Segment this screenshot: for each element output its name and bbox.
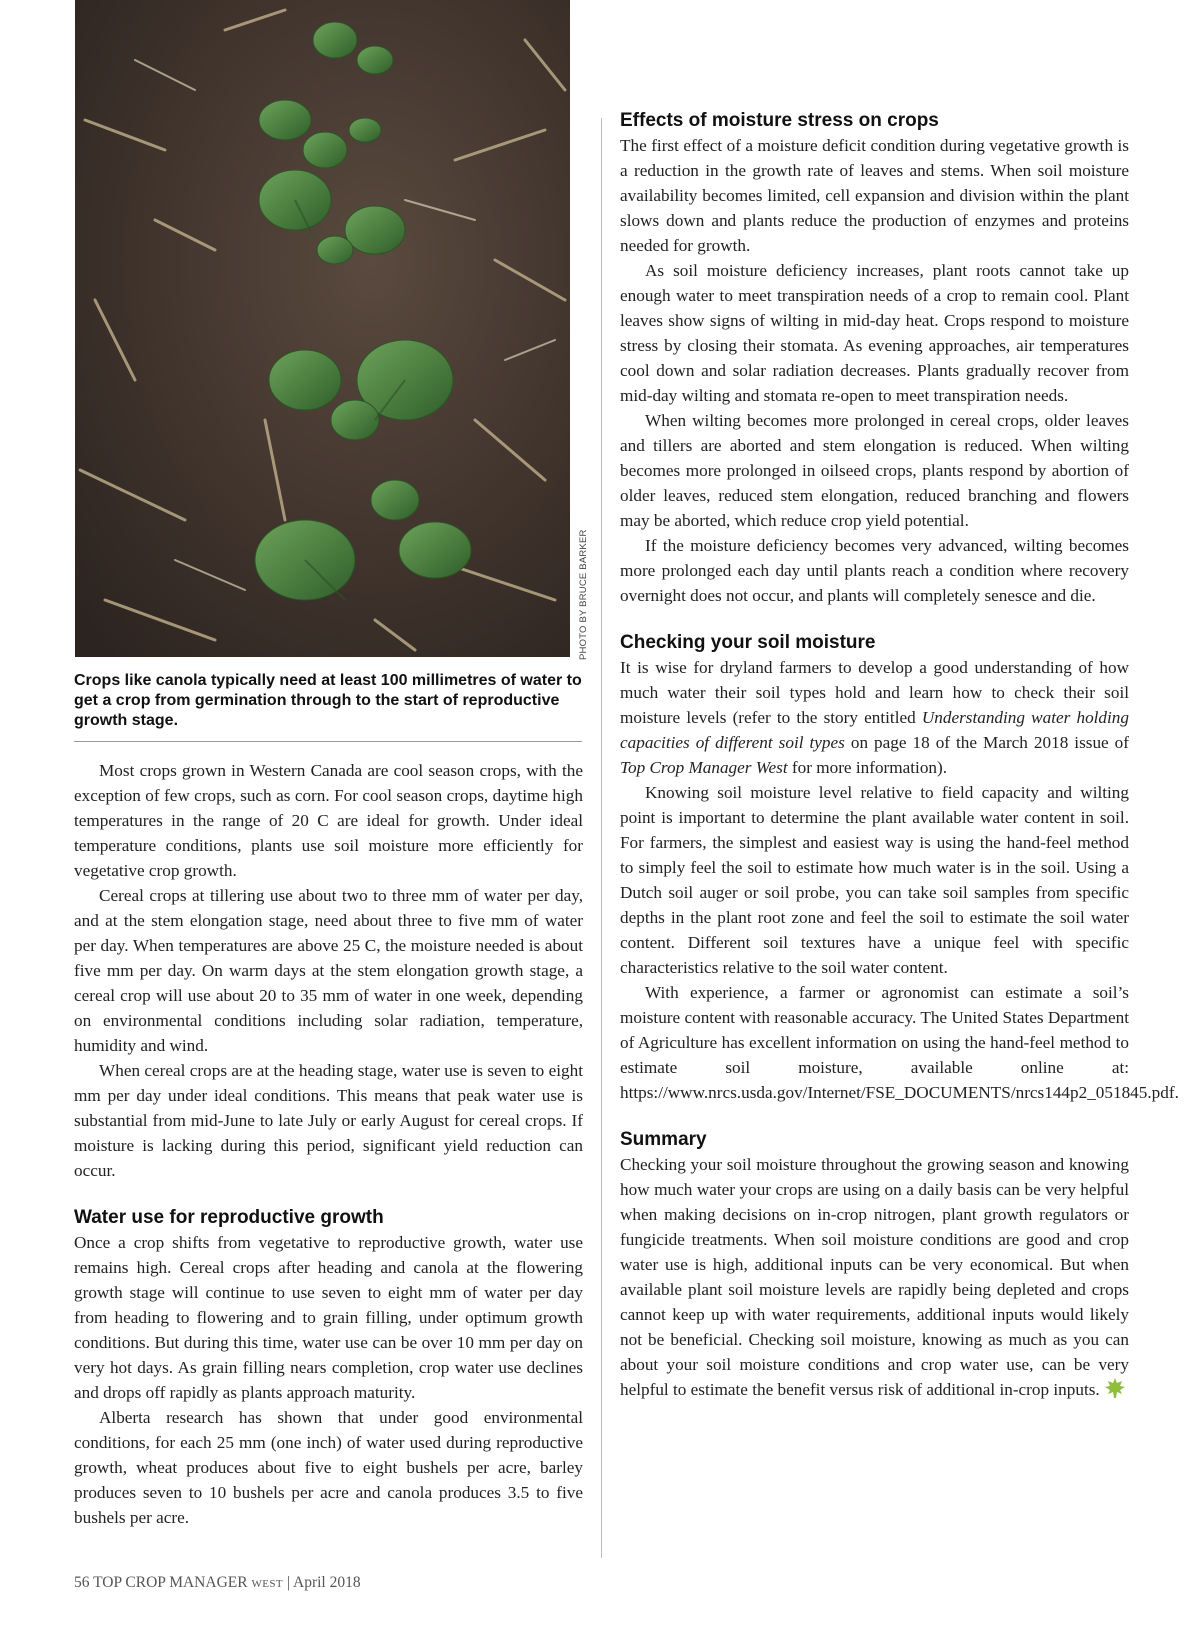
page-footer: [74, 1574, 361, 1592]
page-number: 56: [74, 1574, 90, 1591]
left-column: [74, 758, 583, 1530]
section-heading: Summary: [620, 1129, 707, 1150]
photo-credit: PHOTO BY BRUCE BARKER: [578, 529, 589, 660]
body-paragraph: Most crops grown in Western Canada are cool season crops, with the exception of few crops, such as corn. For cool season crops, daytime high temperatures in the range of 20 C are ideal for growth. Under ideal temperature conditions, plants use soil moisture more efficiently for vegetative crop growth.: [74, 761, 583, 880]
magazine-edition: WEST: [251, 1578, 283, 1590]
body-paragraph: When wilting becomes more prolonged in cereal crops, older leaves and tillers are aborted and stem elongation is reduced. When wilting becomes more prolonged in oilseed crops, plants respond by abortion of older leaves, reduced stem elongation, reduced branching and flowers may be aborted, which reduce crop yield potential.: [620, 411, 1129, 530]
canola-seedlings-image: [75, 0, 570, 657]
caption-divider: [74, 741, 582, 742]
text-run: on page 18 of the March 2018 issue of: [844, 733, 1130, 752]
section-heading: Water use for reproductive growth: [74, 1207, 384, 1228]
story-title: Understanding water holding capacities of different soil types: [620, 708, 1129, 752]
text-run: Checking your soil moisture throughout the growing season and knowing how much water your crops are using on a daily basis can be very helpful when making decisions on in-crop nitrogen, plant growth regulators or fungicide treatments. When soil moisture conditions are good and crop water use is high, additional inputs can be very economical. But when available plant soil moisture levels are rapidly being depleted and crops cannot keep up with water requirements, additional inputs would likely not be beneficial. Checking soil moisture, knowing as much as you can about your soil moisture conditions and crop water use, can be very helpful to estimate the benefit versus risk of additional in-crop inputs.: [620, 1155, 1129, 1399]
body-paragraph: Knowing soil moisture level relative to field capacity and wilting point is important to determine the plant available water content in soil. For farmers, the simplest and easiest way is using the hand-feel method to simply feel the soil to estimate how much water is in the soil. Using a Dutch soil auger or soil probe, you can take soil samples from specific depths in the plant root zone and feel the soil to estimate the soil water content. Different soil textures have a unique feel with specific characteristics relative to the soil water content.: [620, 783, 1129, 977]
text-run: for more information).: [787, 758, 948, 777]
section-heading: Checking your soil moisture: [620, 632, 876, 653]
issue-date: April 2018: [293, 1574, 361, 1591]
photo-caption: Crops like canola typically need at least 100 millimetres of water to get a crop from germination through to the start of reproductive growth stage.: [74, 672, 582, 729]
body-paragraph: With experience, a farmer or agronomist can estimate a soil’s moisture content with reasonable accuracy. The United States Department of Agriculture has excellent information on using the hand-feel method to estimate soil moisture, available online at: https://www.nrcs.usda.gov/Internet/FSE_DOCUMENTS/nrcs144p2_051845.pdf.: [620, 983, 1179, 1102]
section-heading: Effects of moisture stress on crops: [620, 110, 939, 131]
right-column: [620, 108, 1179, 1406]
body-paragraph: As soil moisture deficiency increases, plant roots cannot take up enough water to meet transpiration needs of a crop to remain cool. Plant leaves show signs of wilting in mid-day heat. Crops respond to moisture stress by closing their stomata. As evening approaches, air temperatures cool down and solar radiation decreases. Plants gradually recover from mid-day wilting and stomata re-open to meet transpiration needs.: [620, 261, 1129, 405]
footer-separator: |: [286, 1574, 290, 1591]
body-paragraph: [620, 1152, 1129, 1406]
text-run: It is wise for dryland farmers to develop a good understanding of how much water their soil types hold and learn how to check their soil moisture levels (refer to the story entitled: [620, 658, 1129, 727]
magazine-title: Top Crop Manager West: [620, 758, 788, 777]
body-paragraph: When cereal crops are at the heading stage, water use is seven to eight mm per day under ideal conditions. This means that peak water use is substantial from mid-June to late July or early August for cereal crops. If moisture is lacking during this period, significant yield reduction can occur.: [74, 1061, 583, 1180]
crop-photo: [75, 0, 570, 657]
magazine-name: TOP CROP MANAGER: [93, 1574, 248, 1591]
column-divider: [601, 118, 602, 1558]
body-paragraph: Cereal crops at tillering use about two to three mm of water per day, and at the stem elongation stage, need about three to five mm of water per day. When temperatures are above 25 C, the moisture needed is about five mm per day. On warm days at the stem elongation growth stage, a cereal crop will use about 20 to 35 mm of water in one week, depending on environmental conditions including solar radiation, temperature, humidity and wind.: [74, 886, 583, 1055]
body-paragraph: [620, 655, 1129, 780]
body-paragraph: If the moisture deficiency becomes very advanced, wilting becomes more prolonged each day until plants reach a condition where recovery overnight does not occur, and plants will completely senesce and die.: [620, 536, 1129, 605]
maple-leaf-end-icon: [1104, 1377, 1126, 1406]
body-paragraph: Once a crop shifts from vegetative to reproductive growth, water use remains high. Cereal crops after heading and canola at the flowering growth stage will continue to use seven to eight mm of water per day from heading to flowering and to grain filling, under optimum growth conditions. But during this time, water use can be over 10 mm per day on very hot days. As grain filling nears completion, crop water use declines and drops off rapidly as plants approach maturity.: [74, 1233, 583, 1402]
body-paragraph: Alberta research has shown that under good environmental conditions, for each 25 mm (one inch) of water used during reproductive growth, wheat produces about five to eight bushels per acre, barley produces seven to 10 bushels per acre and canola produces 3.5 to five bushels per acre.: [74, 1408, 583, 1527]
body-paragraph: The first effect of a moisture deficit condition during vegetative growth is a reduction in the growth rate of leaves and stems. When soil moisture availability becomes limited, cell expansion and division within the plant slows down and plants reduce the production of enzymes and proteins needed for growth.: [620, 136, 1129, 255]
